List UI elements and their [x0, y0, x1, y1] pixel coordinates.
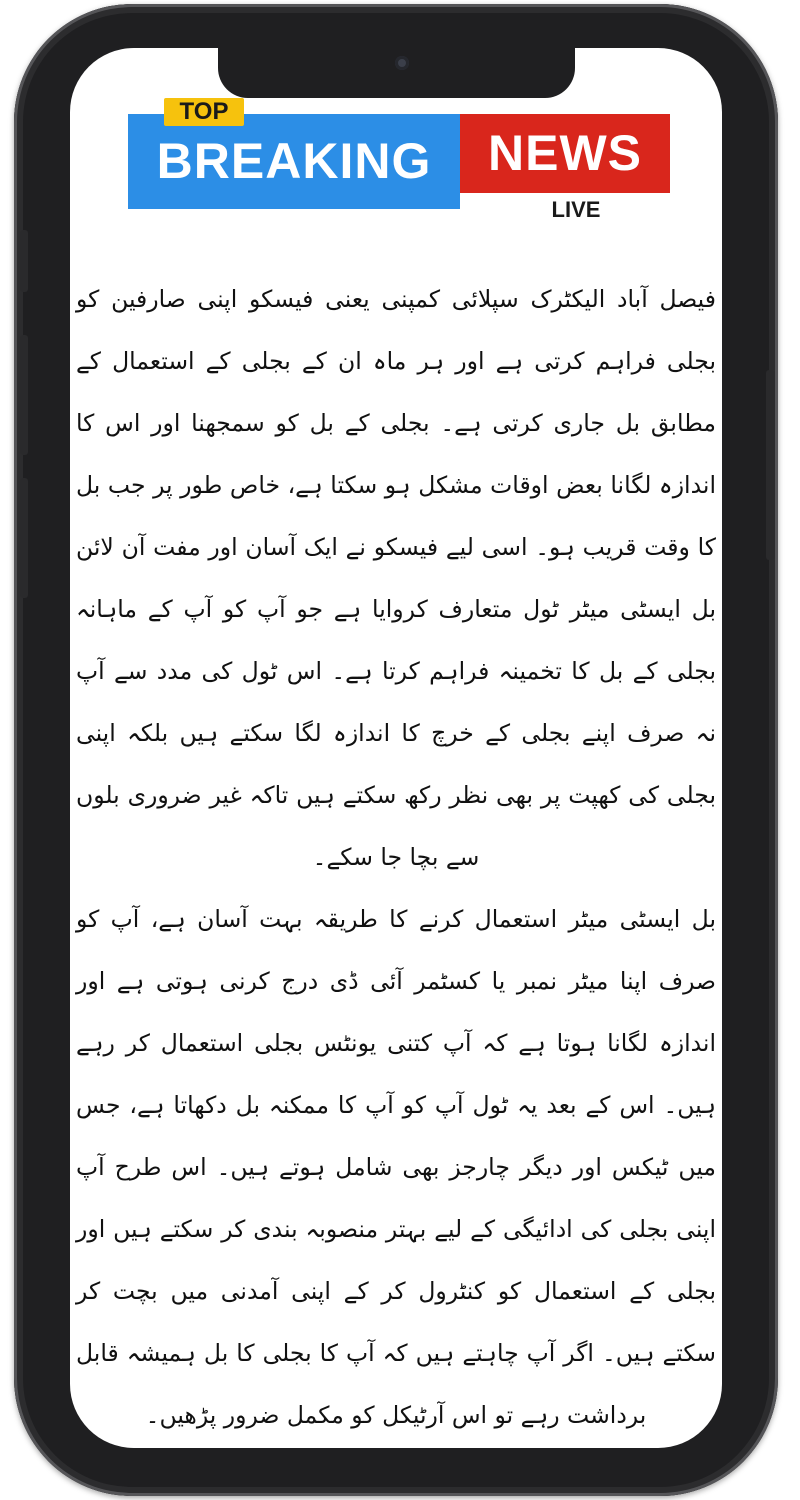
phone-screen	[70, 48, 722, 1448]
article-paragraph-2: بل ایسٹی میٹر استعمال کرنے کا طریقہ بہت آسان ہے، آپ کو صرف اپنا میٹر نمبر یا کسٹمر آئی ڈی درج کرنی ہوتی ہے اور اندازہ لگانا ہوتا ہے کہ آپ کتنی یونٹس بجلی استعمال کر رہے ہیں۔ اس کے بعد یہ ٹول آپ کو آپ کا ممکنہ بل دکھاتا ہے، جس میں ٹیکس اور دیگر چارجز بھی شامل ہوتے ہیں۔ اس طرح آپ اپنی بجلی کی ادائیگی کے لیے بہتر منصوبہ بندی کر سکتے ہیں اور بجلی کے استعمال کو کنٹرول کر کے اپنی آمدنی میں بچت کر سکتے ہیں۔ اگر آپ چاہتے ہیں کہ آپ کا بجلی کا بل ہمیشہ قابل برداشت رہے تو اس آرٹیکل کو مکمل ضرور پڑھیں۔	[76, 905, 716, 1429]
news-label: NEWS	[460, 114, 670, 193]
live-tag: LIVE	[530, 193, 622, 226]
top-tag: TOP	[164, 98, 244, 126]
article-paragraph-1: فیصل آباد الیکٹرک سپلائی کمپنی یعنی فیسکو اپنی صارفین کو بجلی فراہم کرتی ہے اور ہر ماہ ان کے بجلی کے استعمال کے مطابق بل جاری کرتی ہے۔ بجلی کے بل کو سمجھنا اور اس کا اندازہ لگانا بعض اوقات مشکل ہو سکتا ہے، خاص طور پر جب بل کا وقت قریب ہو۔ اسی لیے فیسکو نے ایک آسان اور مفت آن لائن بل ایسٹی میٹر ٹول متعارف کروایا ہے جو آپ کو آپ کے ماہانہ بجلی کے بل کا تخمینہ فراہم کرتا ہے۔ اس ٹول کی مدد سے آپ نہ صرف اپنے بجلی کے خرچ کا اندازہ لگا سکتے ہیں بلکہ اپنی بجلی کی کھپت پر بھی نظر رکھ سکتے ہیں تاکہ غیر ضروری بلوں سے بچا جا سکے۔	[76, 285, 716, 871]
mute-switch	[20, 230, 28, 292]
volume-down-button	[20, 478, 28, 598]
power-button	[766, 370, 775, 560]
breaking-news-banner	[128, 98, 670, 226]
volume-up-button	[20, 335, 28, 455]
camera-icon	[395, 56, 409, 70]
notch	[218, 48, 575, 98]
breaking-label: BREAKING	[128, 114, 460, 209]
